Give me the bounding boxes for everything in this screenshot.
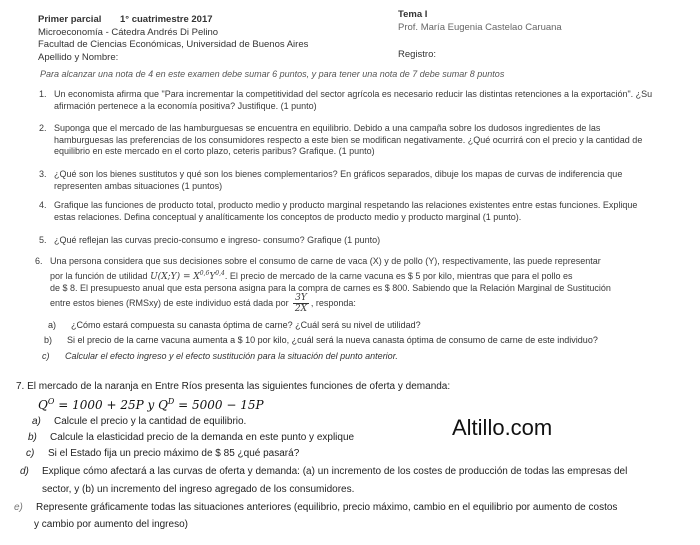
question-1: 1. Un economista afirma que "Para incrementar la competitividad del sector agrícola es necesario reducir las distintas retenciones a la exportación". ¿Su afirmación pertenece a la economía positiva? Justifique. (1 punto) (39, 89, 653, 111)
question-6: 6. Una persona considera que sus decisiones sobre el consumo de carne de vaca (X) y de pollo (Y), respectivamente, las puede representar por la función de utilidad U(X;Y) = $X^{0,6}Y^{0,4}$. El precio de mercado de la carne vacuna es $ 5 por kilo, mientras que para el pollo es de $ 8. El presupuesto anual que esta persona asigna para la compra de carnes es $ 800. Sabiendo que la Relación Marginal de Sustitución (50, 256, 662, 295)
tema-label: Tema I (398, 9, 428, 20)
q7-sub-b: b) Calcule la elasticidad precio de la demanda en este punto y explique (28, 432, 355, 443)
q6-line-2: por la función de utilidad U(X;Y) = $X^{0,6}Y^{0,4}$. El precio de mercado de la carne vacuna es $ 5 por kilo, mientras que para el pollo es (50, 269, 573, 282)
altillo-watermark: Altillo.com (452, 415, 553, 440)
supply-demand-equation: $Q^O = 1000 + 25P$ y $Q^D = 5000 - 15P$ (38, 397, 264, 412)
professor-name: Prof. María Eugenia Castelao Caruana (398, 22, 562, 33)
q6-sub-c: c) Calcular el efecto ingreso y el efecto sustitución para la situación del punto anterior. (42, 351, 398, 361)
q6-line-3: de $ 8. El presupuesto anual que esta persona asigna para la compra de carnes es $ 800. Sabiendo que la Relación Marginal de Sustitución (50, 283, 611, 293)
q6-sub-a: a) ¿Cómo estará compuesta su canasta óptima de carne? ¿Cuál será su nivel de utilidad? (48, 320, 421, 330)
question-3: 3. ¿Qué son los bienes sustitutos y qué son los bienes complementarios? En gráficos separados, dibuje los mapas de curvas de indiferencia que representen ambas situaciones (1 puntos) (39, 169, 623, 191)
rms-fraction: $\frac{3Y}{2X}$ (294, 293, 308, 314)
grading-intro: Para alcanzar una nota de 4 en este examen debe sumar 6 puntos, y para tener una nota de 7 debe sumar 8 puntos (40, 69, 505, 79)
question-7-title: 7. El mercado de la naranja en Entre Ríos presenta las siguientes funciones de oferta y demanda: (16, 381, 451, 392)
course-name: Microeconomía - Cátedra Andrés Di Pelino (38, 27, 219, 38)
q7-sub-c: c) Si el Estado fija un precio máximo de $ 85 ¿qué pasará? (26, 448, 300, 459)
q7-sub-e-cont: y cambio por aumento del ingreso) (34, 519, 188, 530)
utility-function: U(X;Y) = $X^{0,6}Y^{0,4}$ (150, 269, 225, 282)
q7-sub-d-cont: sector, y (b) un incremento del ingreso agregado de los consumidores. (42, 484, 355, 495)
q7-sub-d: d) Explique cómo afectará a las curvas de oferta y demanda: (a) un incremento de los costes de producción de todas las empresas del (20, 466, 628, 477)
question-4: 4. Grafique las funciones de producto total, producto medio y producto marginal respetando las relaciones existentes entre estas funciones. Explique estas relaciones. Defina conceptual y analíticamente los conceptos de producto medio y producto marginal (1 punto). (39, 200, 638, 222)
exam-type: Primer parcial (38, 14, 102, 25)
registro-label: Registro: (398, 49, 437, 60)
q6-line-1: Una persona considera que sus decisiones sobre el consumo de carne de vaca (X) y de pollo (Y), respectivamente, las puede representar (50, 256, 601, 266)
q7-sub-a: a) Calcule el precio y la cantidad de equilibrio. (32, 416, 247, 427)
q6-sub-b: b) Si el precio de la carne vacuna aumenta a $ 10 por kilo, ¿cuál será la nueva canasta óptima de consumo de carne de este individuo? (44, 335, 598, 345)
student-name-label: Apellido y Nombre: (38, 52, 119, 63)
faculty-name: Facultad de Ciencias Económicas, Universidad de Buenos Aires (38, 39, 309, 50)
question-2: 2. Suponga que el mercado de las hamburguesas se encuentra en equilibrio. Debido a una campaña sobre los dudosos ingredientes de las hamburguesas las preferencias de los consumidores respecto a este bien se modifican negativamente. ¿Qué ocurrirá con el precio y la cantidad de equilibrio en este mercado en el corto plazo, ceteris paribus? Grafique. (1 punto) (39, 123, 643, 156)
q7-sub-e: e) Represente gráficamente todas las situaciones anteriores (equilibrio, precio máximo, cambio en el equilibrio por aumento de costos (14, 502, 618, 513)
cuatrimestre: 1° cuatrimestre 2017 (120, 14, 213, 25)
question-5: 5. ¿Qué reflejan las curvas precio-consumo e ingreso- consumo? Grafique (1 punto) (39, 235, 381, 245)
q6-rms-line: entre estos bienes (RMSxy) de este individuo está dada por $\frac{3Y}{2X}$ , responda: (50, 293, 356, 314)
